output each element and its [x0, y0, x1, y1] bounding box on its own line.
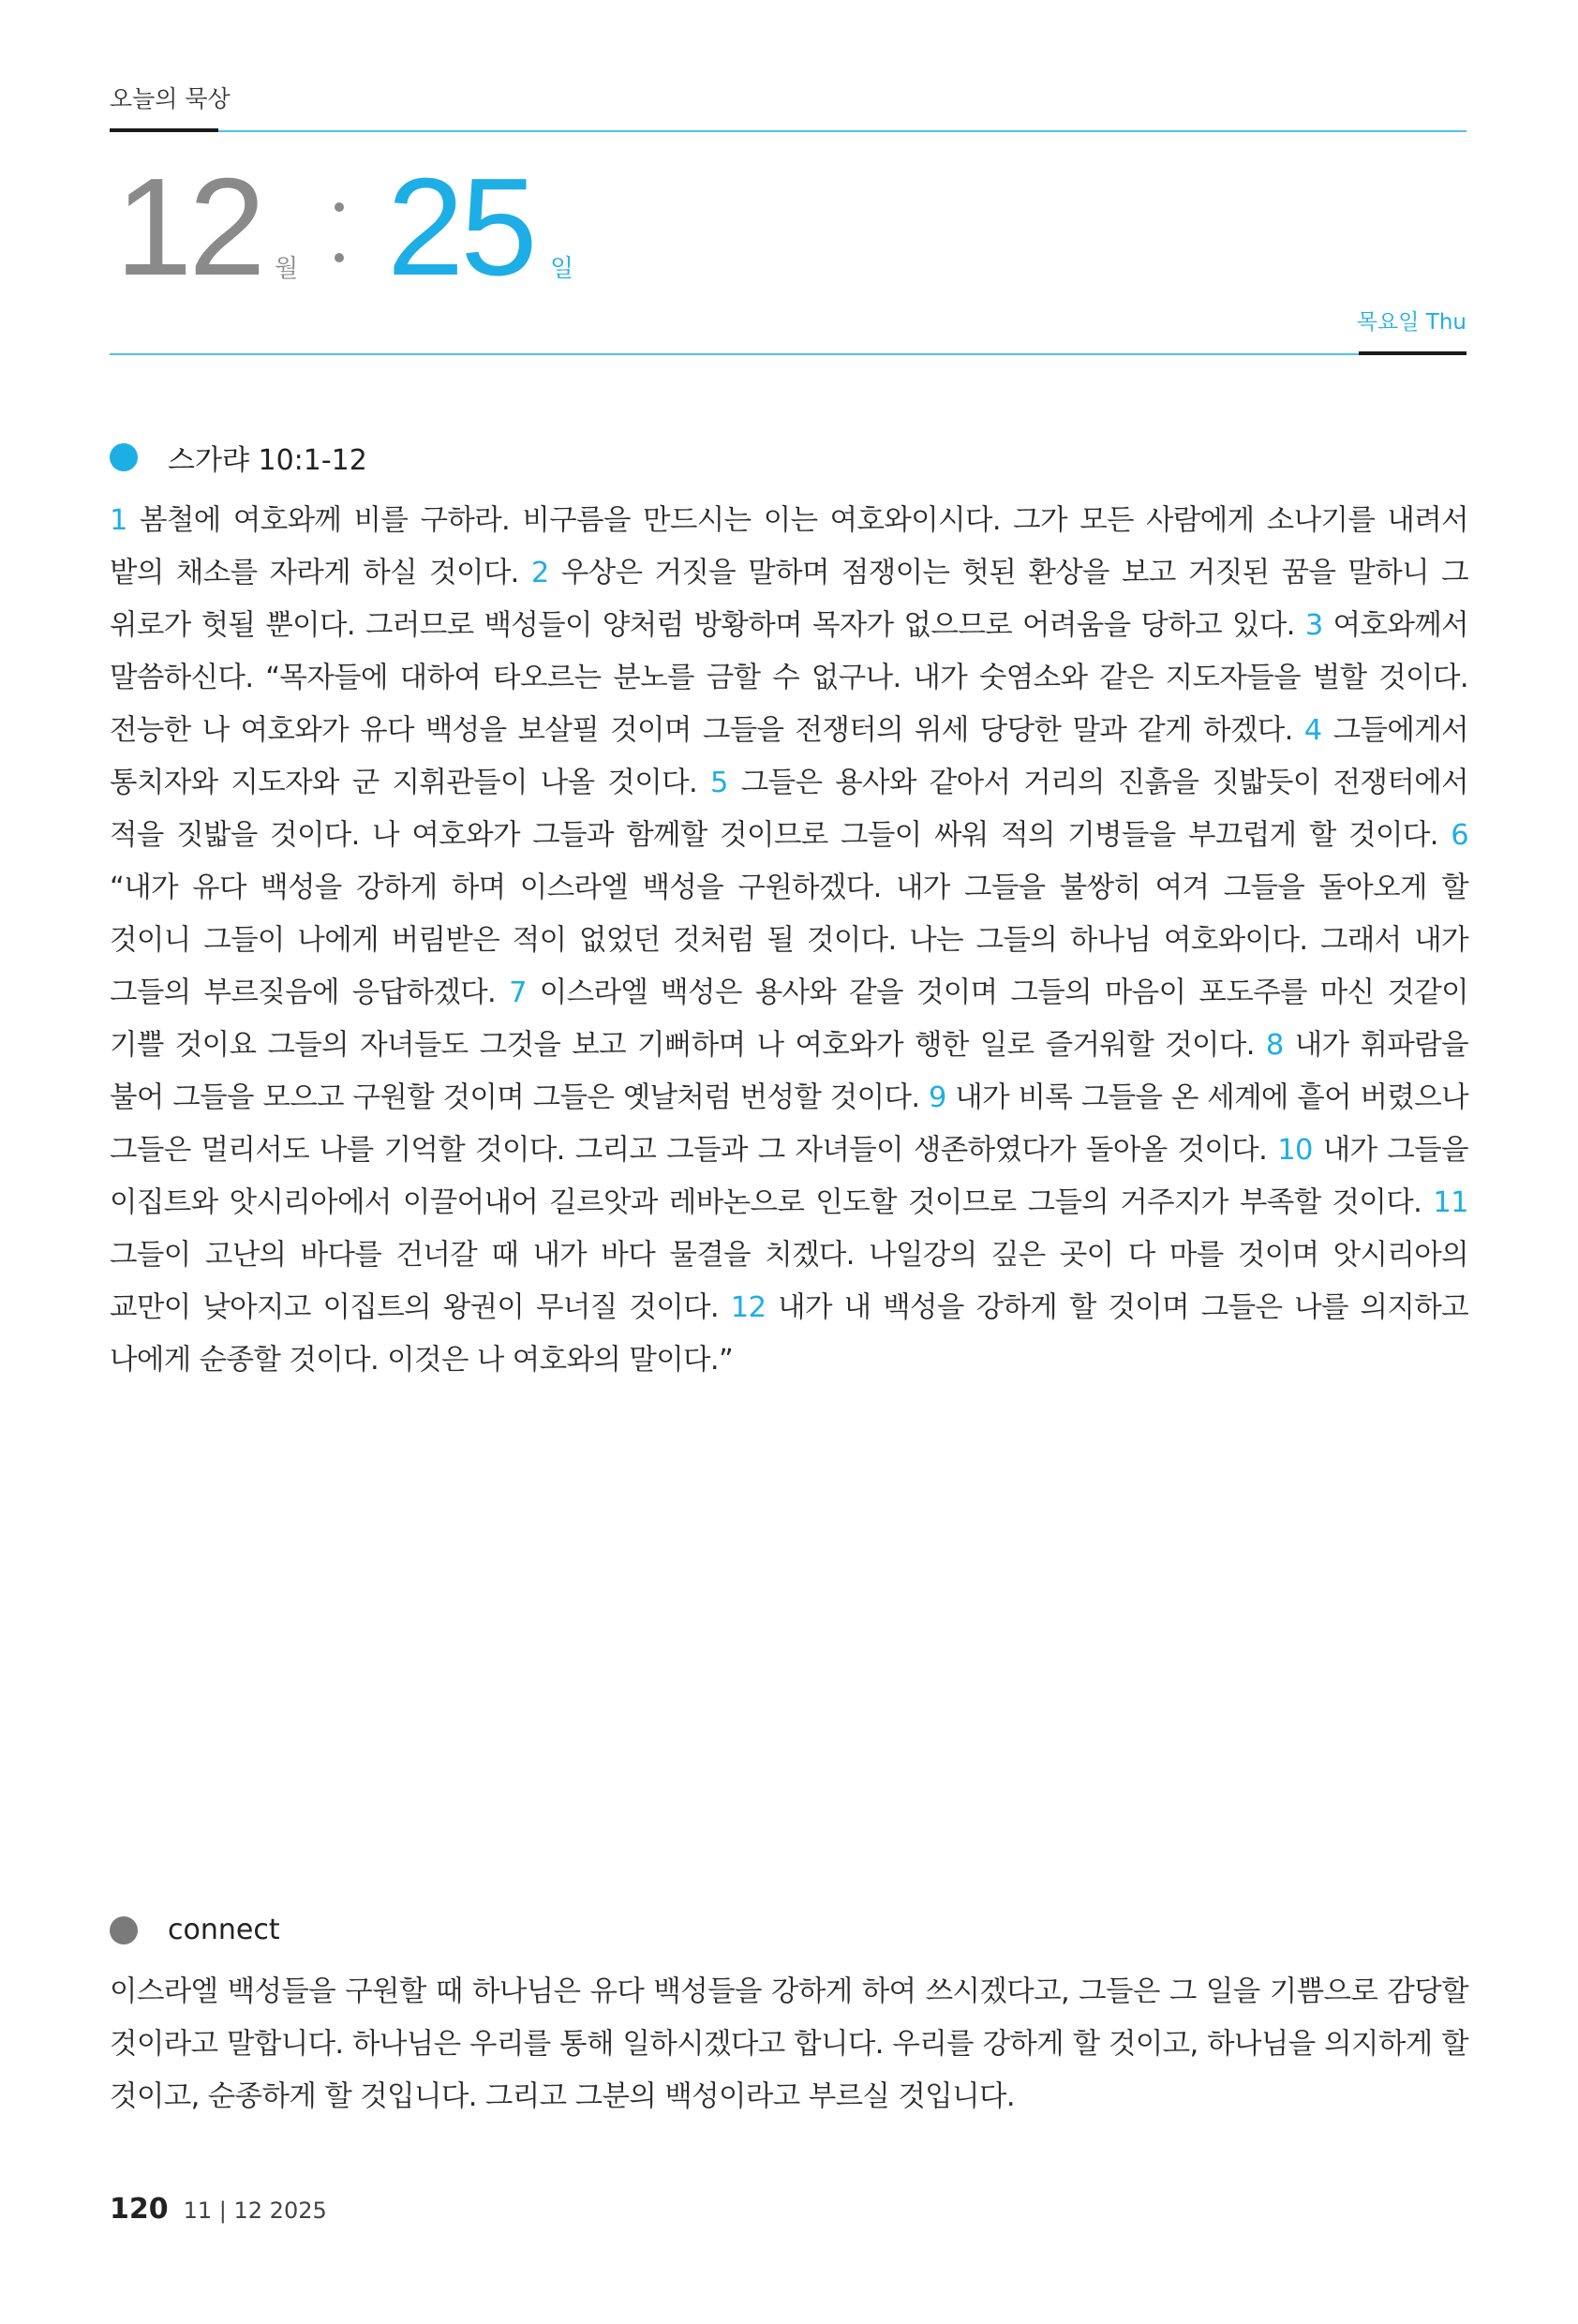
- header-label: 오늘의 묵상: [110, 85, 231, 112]
- verse-text: 내가 그들을 이집트와 앗시리아에서 이끌어내어 길르앗과 레바논으로 인도할 것이므로 그들의 거주지가 부족할 것이다.: [110, 1134, 1468, 1219]
- verse-number: 1: [110, 504, 127, 537]
- verse-number: 9: [928, 1081, 946, 1114]
- scripture-text: [110, 495, 1468, 1387]
- verse-text: 그들은 용사와 같아서 거리의 진흙을 짓밟듯이 전쟁터에서 적을 짓밟을 것이다. 나 여호와가 그들과 함께할 것이므로 그들이 싸워 적의 기병들을 부끄럽게 할 것이다.: [110, 767, 1469, 852]
- verse-number: 11: [1433, 1186, 1468, 1219]
- verse-number: 6: [1451, 819, 1468, 852]
- issue-date: 11 | 12 2025: [183, 2197, 327, 2224]
- verse-text: “내가 유다 백성을 강하게 하며 이스라엘 백성을 구원하겠다. 내가 그들을 불쌍히 여겨 그들을 돌아오게 할 것이니 그들이 나에게 버림받은 적이 없었던 것처럼 될 것이다. 나는 그들의 하나님 여호와이다. 그래서 내가 그들의 부르짖음에 응답하겠다.: [110, 872, 1468, 1009]
- verse-number: 12: [730, 1291, 767, 1324]
- verse-text: 내가 내 백성을 강하게 할 것이며 그들은 나를 의지하고 나에게 순종할 것이다. 이것은 나 여호와의 말이다.”: [110, 1291, 1468, 1377]
- connect-title: connect: [168, 1914, 280, 1946]
- date-colon: [335, 202, 344, 266]
- weekday: 목요일 Thu: [1356, 310, 1466, 335]
- header-rule: [218, 130, 1466, 132]
- page-number: 120: [110, 2193, 169, 2226]
- weekday-underline: [1359, 351, 1466, 355]
- connect-heading: [110, 1914, 280, 1946]
- verse-text: 내가 휘파람을 불어 그들을 모으고 구원할 것이며 그들은 옛날처럼 번성할 것이다.: [110, 1029, 1468, 1114]
- verse-number: 7: [509, 976, 527, 1009]
- connect-text: 이스라엘 백성들을 구원할 때 하나님은 유다 백성들을 강하게 하여 쓰시겠다고, 그들은 그 일을 기쁨으로 감당할 것이라고 말합니다. 하나님은 우리를 통해 일하시겠다고 합니다. 우리를 강하게 할 것이고, 하나님을 의지하게 할 것이고, 순종하게 할 것입니다. 그리고 그분의 백성이라고 부르실 것입니다.: [110, 1975, 1468, 2113]
- verse-number: 10: [1277, 1134, 1313, 1167]
- bullet-dot-icon: [110, 1916, 138, 1944]
- day-unit: 일: [550, 255, 574, 283]
- verse-text: 우상은 거짓을 말하며 점쟁이는 헛된 환상을 보고 거짓된 꿈을 말하니 그 위로가 헛될 뿐이다. 그러므로 백성들이 양처럼 방황하며 목자가 없으므로 어려움을 당하고 있다.: [110, 557, 1468, 642]
- verse-number: 8: [1265, 1029, 1284, 1062]
- verse-number: 4: [1303, 714, 1322, 747]
- month-number: 12: [115, 150, 262, 305]
- verse-number: 3: [1304, 609, 1323, 642]
- verse-text: 여호와께서 말씀하신다. “목자들에 대하여 타오르는 분노를 금할 수 없구나. 내가 숫염소와 같은 지도자들을 벌할 것이다. 전능한 나 여호와가 유다 백성을 보살필 것이며 그들을 전쟁터의 위세 당당한 말과 같게 하겠다.: [110, 609, 1468, 747]
- scripture-heading: [110, 437, 367, 478]
- verse-text: 그들이 고난의 바다를 건너갈 때 내가 바다 물결을 치겠다. 나일강의 깊은 곳이 다 마를 것이며 앗시리아의 교만이 낮아지고 이집트의 왕권이 무너질 것이다.: [110, 1239, 1468, 1324]
- verse-text: 봄철에 여호와께 비를 구하라. 비구름을 만드시는 이는 여호와이시다. 그가 모든 사람에게 소나기를 내려서 밭의 채소를 자라게 하실 것이다.: [110, 504, 1468, 589]
- date-rule: [110, 353, 1359, 355]
- verse-text: 그들에게서 통치자와 지도자와 군 지휘관들이 나올 것이다.: [110, 714, 1468, 799]
- month-unit: 월: [275, 255, 299, 283]
- header-underline: [110, 128, 218, 132]
- verse-text: 이스라엘 백성은 용사와 같을 것이며 그들의 마음이 포도주를 마신 것같이 기쁠 것이요 그들의 자녀들도 그것을 보고 기뻐하며 나 여호와가 행한 일로 즐거워할 것이다.: [110, 976, 1468, 1062]
- scripture-reference: 스가랴 10:1-12: [168, 444, 367, 477]
- bullet-dot-icon: [110, 443, 138, 471]
- footer: [110, 2193, 327, 2226]
- verse-text: 내가 비록 그들을 온 세계에 흩어 버렸으나 그들은 멀리서도 나를 기억할 것이다. 그리고 그들과 그 자녀들이 생존하였다가 돌아올 것이다.: [110, 1081, 1468, 1167]
- verse-number: 2: [530, 557, 549, 589]
- day-number: 25: [387, 150, 534, 305]
- verse-number: 5: [710, 767, 728, 799]
